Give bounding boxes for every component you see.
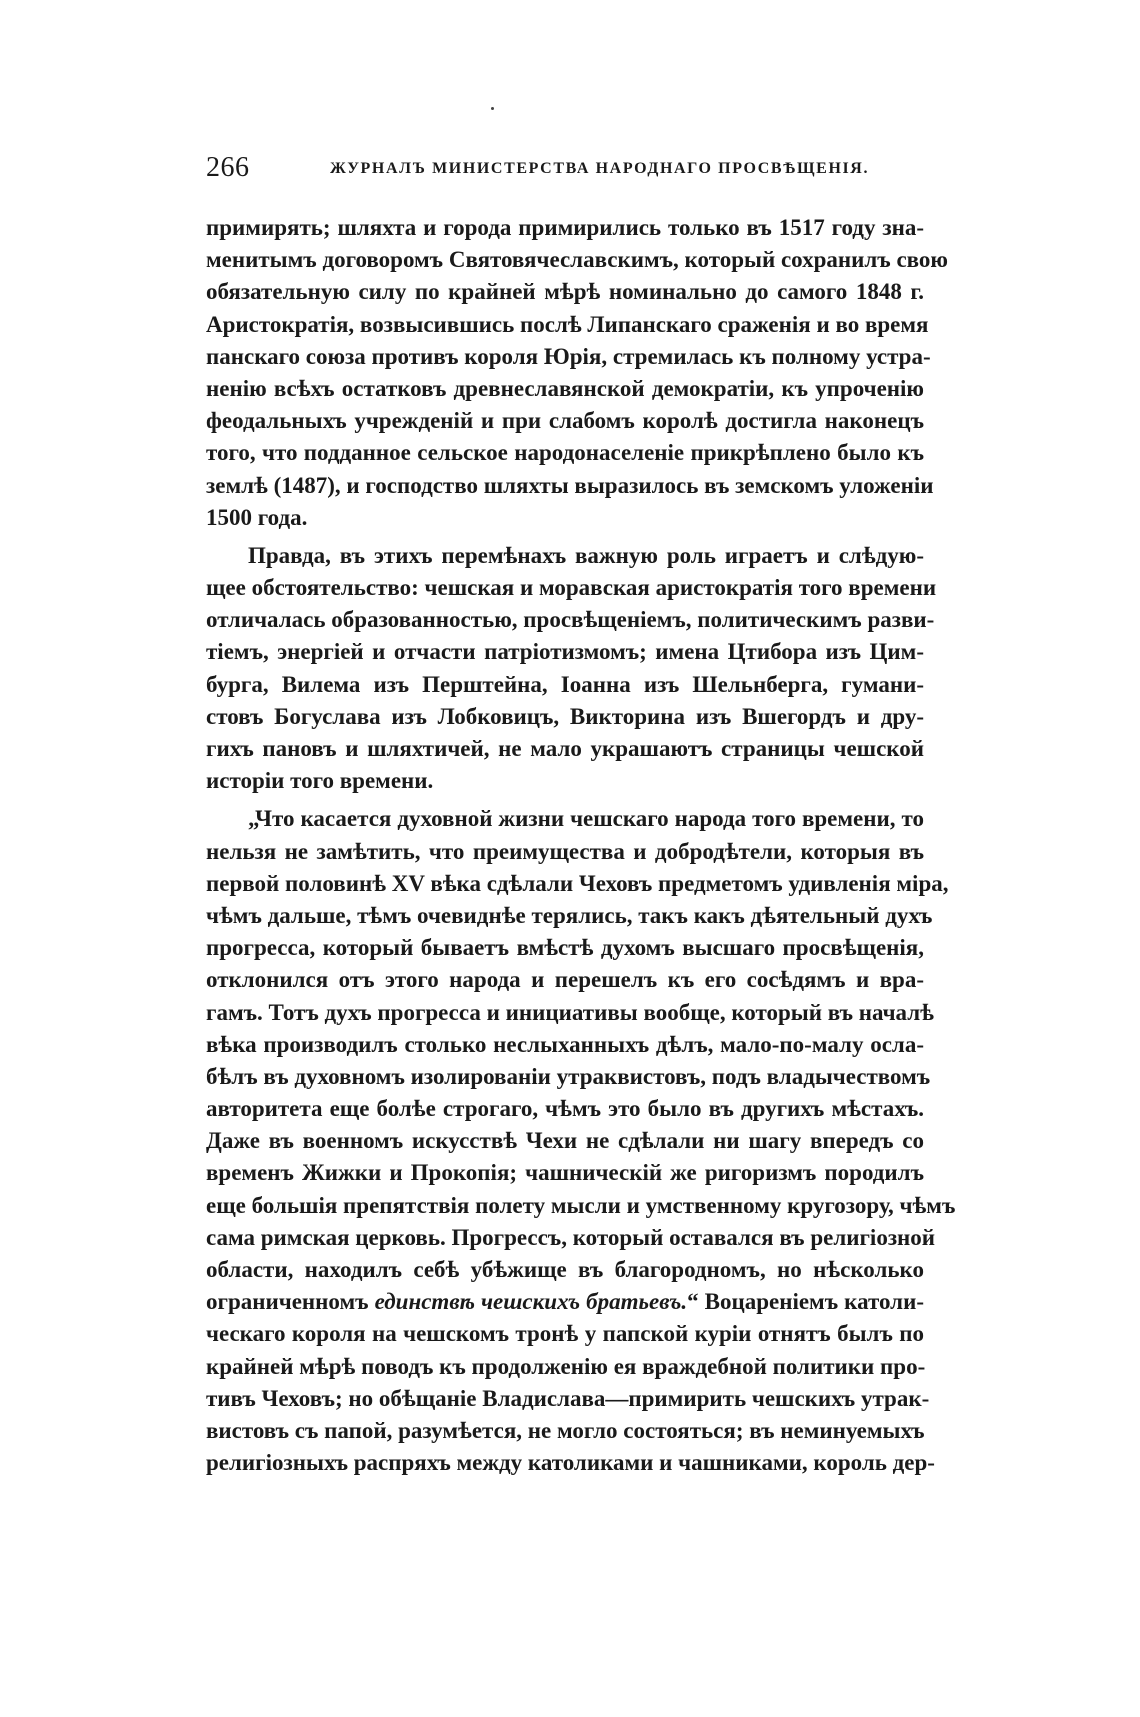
text-line: отклонился отъ этого народа и перешелъ къ его сосѣдямъ и вра- bbox=[206, 967, 924, 993]
text-line: Правда, въ этихъ перемѣнахъ важную роль играетъ и слѣдую- bbox=[248, 542, 924, 568]
text-line: того, что подданное сельское народонаселеніе прикрѣплено было къ bbox=[206, 440, 924, 466]
text-fragment: “ Воцареніемъ католи- bbox=[687, 1289, 924, 1315]
text-line: 1500 года. bbox=[206, 504, 308, 530]
text-line: сама римская церковь. Прогрессъ, который оставался въ религіозной bbox=[206, 1224, 936, 1250]
text-line: исторіи того времени. bbox=[206, 768, 434, 794]
text-line: стовъ Богуслава изъ Лобковицъ, Викторина изъ Вшегордъ и дру- bbox=[206, 703, 924, 729]
text-fragment: ограниченномъ bbox=[206, 1289, 375, 1315]
text-line: отличалась образованностью, просвѣщеніемъ, политическимъ разви- bbox=[206, 607, 935, 633]
text-line: временъ Жижки и Прокопія; чашническій же ригоризмъ породилъ bbox=[206, 1160, 924, 1186]
text-line: первой половинѣ XV вѣка сдѣлали Чеховъ предметомъ удивленія міра, bbox=[206, 870, 949, 896]
text-line-with-italic bbox=[206, 1286, 924, 1318]
text-line: вѣка производилъ столько неслыханныхъ дѣлъ, мало-по-малу осла- bbox=[206, 1031, 924, 1057]
text-line: нельзя не замѣтить, что преимущества и добродѣтели, которыя въ bbox=[206, 838, 924, 864]
text-line: панскаго союза противъ короля Юрія, стремилась къ полному устра- bbox=[206, 343, 931, 369]
paragraph-1 bbox=[206, 212, 948, 534]
text-line: примирять; шляхта и города примирились только въ 1517 году зна- bbox=[206, 215, 924, 240]
italic-fragment: единствѣ чешскихъ братьевъ. bbox=[374, 1289, 688, 1315]
text-line: тивъ Чеховъ; но обѣщаніе Владислава—примирить чешскихъ утрак- bbox=[206, 1385, 930, 1411]
text-line: землѣ (1487), и господство шляхты выразилось въ земскомъ уложеніи bbox=[206, 472, 934, 498]
text-line: обязательную силу по крайней мѣрѣ номинально до самого 1848 г. bbox=[206, 279, 924, 305]
running-title: ЖУРНАЛЪ МИНИСТЕРСТВА НАРОДНАГО ПРОСВѢЩЕНІЯ. bbox=[330, 160, 870, 177]
text-line: бѣлъ въ духовномъ изолированіи утраквистовъ, подъ владычествомъ bbox=[206, 1063, 931, 1089]
text-line: менитымъ договоромъ Святовячеславскимъ, который сохранилъ свою bbox=[206, 247, 948, 273]
text-line: вистовъ съ папой, разумѣется, не могло состояться; въ неминуемыхъ bbox=[206, 1417, 925, 1443]
text-line: Даже въ военномъ искусствѣ Чехи не сдѣлали ни шагу впередъ со bbox=[206, 1128, 924, 1154]
paragraph-2 bbox=[206, 540, 937, 798]
text-line: еще большія препятствія полету мысли и умственному кругозору, чѣмъ bbox=[206, 1192, 956, 1218]
text-line: Аристократія, возвысившись послѣ Липанскаго сраженія и во время bbox=[206, 311, 929, 337]
text-line: прогресса, который бываетъ вмѣстѣ духомъ высшаго просвѣщенія, bbox=[206, 935, 924, 961]
text-line: религіозныхъ распряхъ между католиками и чашниками, король дер- bbox=[206, 1450, 935, 1476]
page-number: 266 bbox=[206, 152, 250, 183]
text-line: феодальныхъ учрежденій и при слабомъ королѣ достигла наконецъ bbox=[206, 408, 924, 434]
text-line: тіемъ, энергіей и отчасти патріотизмомъ; имена Цтибора изъ Цим- bbox=[206, 639, 924, 665]
scan-speck bbox=[491, 107, 494, 110]
page-header bbox=[206, 152, 924, 192]
text-line: гихъ пановъ и шляхтичей, не мало украшаютъ страницы чешской bbox=[206, 736, 924, 761]
text-line: ненію всѣхъ остатковъ древнеславянской демократіи, къ упроченію bbox=[206, 375, 924, 401]
text-line: бурга, Вилема изъ Перштейна, Іоанна изъ Шельнберга, гумани- bbox=[206, 671, 924, 697]
paragraph-3 bbox=[206, 803, 956, 1479]
text-line: „Что касается духовной жизни чешскаго народа того времени, то bbox=[248, 806, 924, 832]
text-line: области, находилъ себѣ убѣжище въ благородномъ, но нѣсколько bbox=[206, 1257, 924, 1282]
text-line: крайней мѣрѣ поводъ къ продолженію ея враждебной политики про- bbox=[206, 1353, 926, 1379]
text-line: щее обстоятельство: чешская и моравская аристократія того времени bbox=[206, 575, 937, 601]
text-line: авторитета еще болѣе строгаго, чѣмъ это было въ другихъ мѣстахъ. bbox=[206, 1096, 924, 1122]
text-line: ческаго короля на чешскомъ тронѣ у папской куріи отнятъ былъ по bbox=[206, 1321, 924, 1347]
text-line: чѣмъ дальше, тѣмъ очевиднѣе терялись, такъ какъ дѣятельный духъ bbox=[206, 902, 933, 928]
body-text bbox=[206, 212, 956, 1479]
text-line: гамъ. Тотъ духъ прогресса и инициативы вообще, который въ началѣ bbox=[206, 999, 934, 1025]
